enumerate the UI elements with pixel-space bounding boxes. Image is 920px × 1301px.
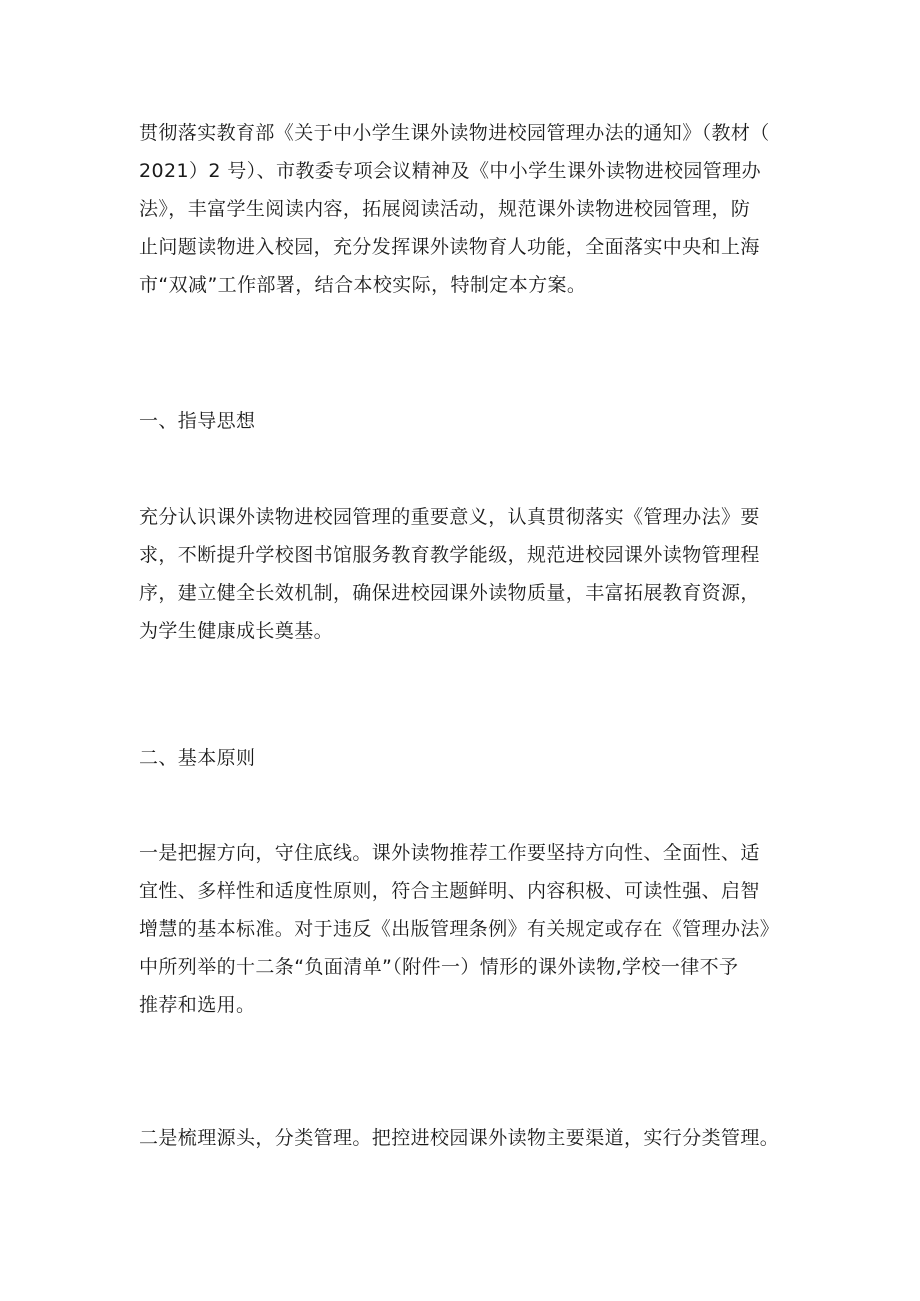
section-heading-text: 二、基本原则 (139, 747, 256, 769)
paragraph-line: 推荐和选用。 (139, 994, 256, 1016)
paragraph-line: 为学生健康成长奠基。 (139, 620, 334, 642)
section-heading-guiding-ideology (139, 402, 799, 440)
paragraph-line: 宜性、多样性和适度性原则，符合主题鲜明、内容积极、可读性强、启智 (139, 880, 760, 902)
guiding-ideology-paragraph (139, 498, 799, 650)
paragraph-line: 法》，丰富学生阅读内容，拓展阅读活动，规范课外读物进校园管理，防 (139, 198, 751, 220)
section-heading-text: 一、指导思想 (139, 410, 256, 432)
intro-paragraph (139, 114, 799, 304)
paragraph-line: 充分认识课外读物进校园管理的重要意义，认真贯彻落实《管理办法》要 (139, 506, 760, 528)
principle-one-paragraph (139, 834, 799, 1024)
paragraph-line: 2021）2 号）、市教委专项会议精神及《中小学生课外读物进校园管理办 (139, 160, 761, 182)
paragraph-line: 中所列举的十二条“负面清单”（附件一）情形的课外读物,学校一律不予 (139, 956, 739, 978)
paragraph-line: 贯彻落实教育部《关于中小学生课外读物进校园管理办法的通知》（教材（ (139, 122, 770, 144)
paragraph-line: 序，建立健全长效机制，确保进校园课外读物质量，丰富拓展教育资源， (139, 582, 760, 604)
paragraph-line: 止问题读物进入校园，充分发挥课外读物育人功能，全面落实中央和上海 (139, 236, 760, 258)
paragraph-line: 二是梳理源头，分类管理。把控进校园课外读物主要渠道，实行分类管理。 (139, 1127, 780, 1149)
principle-two-paragraph (139, 1119, 799, 1157)
paragraph-line: 增慧的基本标准。对于违反《出版管理条例》有关规定或存在《管理办法》 (139, 918, 780, 940)
section-heading-basic-principles (139, 739, 799, 777)
paragraph-line: 求，不断提升学校图书馆服务教育教学能级，规范进校园课外读物管理程 (139, 544, 760, 566)
paragraph-line: 一是把握方向，守住底线。课外读物推荐工作要坚持方向性、全面性、适 (139, 842, 760, 864)
paragraph-line: 市“双减”工作部署，结合本校实际，特制定本方案。 (139, 274, 587, 296)
